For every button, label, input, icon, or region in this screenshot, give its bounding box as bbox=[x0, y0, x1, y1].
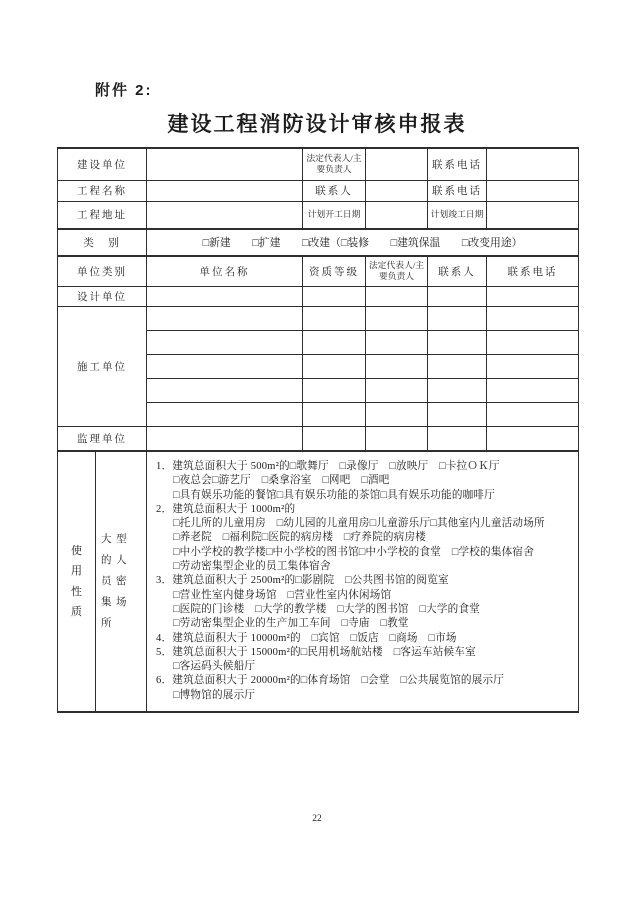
usage-line-item-2d[interactable]: □中小学校的教学楼□中小学校的图书馆□中小学校的食堂 □学校的集体宿舍 bbox=[173, 546, 534, 558]
category-label: 类 别 bbox=[58, 229, 147, 256]
supervision-unit-name-cell[interactable] bbox=[147, 426, 303, 451]
contact-person-value-cell[interactable] bbox=[366, 180, 428, 201]
row-project-address bbox=[58, 201, 579, 229]
planned-completion-date-label: 计划竣工日期 bbox=[428, 201, 487, 229]
construction-unit-phone-cell[interactable] bbox=[487, 354, 579, 378]
supervision-unit-phone-cell[interactable] bbox=[487, 426, 579, 451]
construction-org-label: 建设单位 bbox=[58, 148, 147, 180]
construction-unit-phone-cell[interactable] bbox=[487, 330, 579, 354]
unit-type-header: 单位类别 bbox=[58, 256, 147, 286]
construction-unit-contact-cell[interactable] bbox=[428, 402, 487, 426]
usage-line-item-3d[interactable]: □劳动密集型企业的生产加工车间 □寺庙 □教堂 bbox=[173, 618, 409, 630]
legal-representative-value-cell[interactable] bbox=[366, 148, 428, 180]
row-construction-org bbox=[58, 148, 579, 180]
usage-line-item-2b[interactable]: □托儿所的儿童用房 □幼儿园的儿童用房□儿童游乐厅□其他室内儿童活动场所 bbox=[173, 518, 545, 530]
usage-line-item-4[interactable]: 4．建筑总面积大于 10000m²的 □宾馆 □饭店 □商场 □市场 bbox=[156, 632, 457, 644]
contact-phone-value-cell-2[interactable] bbox=[487, 180, 579, 201]
construction-unit-name-cell[interactable] bbox=[147, 354, 303, 378]
usage-line-item-1c[interactable]: □具有娱乐功能的餐馆□具有娱乐功能的茶馆□具有娱乐功能的咖啡厅 bbox=[173, 489, 496, 501]
planned-completion-date-value-cell[interactable] bbox=[487, 201, 579, 229]
usage-line-item-2[interactable]: 2．建筑总面积大于 1000m²的 bbox=[156, 503, 296, 515]
supervision-unit-contact-cell[interactable] bbox=[428, 426, 487, 451]
construction-unit-representative-cell[interactable] bbox=[366, 306, 428, 330]
design-unit-name-cell[interactable] bbox=[147, 286, 303, 306]
construction-unit-qualification-cell[interactable] bbox=[303, 402, 366, 426]
usage-line-item-6[interactable]: 6．建筑总面积大于 20000m²的□体育场馆 □会堂 □公共展览馆的展示厅 bbox=[156, 675, 505, 687]
row-construction-unit-1 bbox=[58, 306, 579, 330]
construction-unit-contact-cell[interactable] bbox=[428, 330, 487, 354]
usage-line-item-2c[interactable]: □养老院 □福利院□医院的病房楼 □疗养院的病房楼 bbox=[173, 532, 427, 544]
row-usage-nature bbox=[58, 451, 579, 712]
page-number: 22 bbox=[312, 814, 322, 824]
qualification-level-header: 资质等级 bbox=[303, 256, 366, 286]
row-unit-header bbox=[58, 256, 579, 286]
construction-unit-representative-cell[interactable] bbox=[366, 354, 428, 378]
construction-unit-qualification-cell[interactable] bbox=[303, 354, 366, 378]
construction-unit-name-cell[interactable] bbox=[147, 402, 303, 426]
construction-unit-representative-cell[interactable] bbox=[366, 330, 428, 354]
design-unit-qualification-cell[interactable] bbox=[303, 286, 366, 306]
application-form-table bbox=[57, 147, 579, 713]
usage-line-item-2e[interactable]: □劳动密集型企业的员工集体宿舍 bbox=[173, 561, 331, 573]
project-address-value-cell[interactable] bbox=[147, 201, 303, 229]
usage-line-item-3[interactable]: 3．建筑总面积大于 2500m²的□影剧院 □公共图书馆的阅览室 bbox=[156, 575, 449, 587]
crowded-places-cell bbox=[96, 451, 147, 712]
design-unit-phone-cell[interactable] bbox=[487, 286, 579, 306]
usage-line-item-5b[interactable]: □客运码头候船厅 bbox=[173, 661, 256, 673]
contact-phone-value-cell-1[interactable] bbox=[487, 148, 579, 180]
form-title: 建设工程消防设计审核申报表 bbox=[167, 113, 467, 136]
construction-unit-name-cell[interactable] bbox=[147, 378, 303, 402]
project-address-label: 工程地址 bbox=[58, 201, 147, 229]
usage-line-item-6b[interactable]: □博物馆的展示厅 bbox=[173, 689, 256, 701]
crowded-places-label: 大型的人员密集场所 bbox=[101, 534, 131, 629]
construction-unit-qualification-cell[interactable] bbox=[303, 306, 366, 330]
unit-name-header: 单位名称 bbox=[147, 256, 303, 286]
usage-nature-cell bbox=[58, 451, 96, 712]
construction-unit-representative-cell[interactable] bbox=[366, 402, 428, 426]
contact-person-header: 联系人 bbox=[428, 256, 487, 286]
legal-representative-label: 法定代表人/主要负责人 bbox=[303, 148, 366, 180]
contact-phone-header: 联系电话 bbox=[487, 256, 579, 286]
category-options-checkboxes[interactable]: □新建 □扩建 □改建（□装修 □建筑保温 □改变用途） bbox=[147, 229, 579, 256]
project-name-label: 工程名称 bbox=[58, 180, 147, 201]
usage-line-item-3c[interactable]: □医院的门诊楼 □大学的教学楼 □大学的图书馆 □大学的食堂 bbox=[173, 603, 481, 615]
design-unit-representative-cell[interactable] bbox=[366, 286, 428, 306]
usage-nature-label: 使用性质 bbox=[71, 544, 82, 618]
design-unit-label: 设计单位 bbox=[58, 286, 147, 306]
construction-unit-qualification-cell[interactable] bbox=[303, 330, 366, 354]
construction-unit-name-cell[interactable] bbox=[147, 330, 303, 354]
usage-line-item-5[interactable]: 5．建筑总面积大于 15000m²的□民用机场航站楼 □客运车站候车室 bbox=[156, 646, 476, 658]
attachment-label: 附件 2: bbox=[95, 82, 153, 99]
construction-unit-phone-cell[interactable] bbox=[487, 306, 579, 330]
project-name-value-cell[interactable] bbox=[147, 180, 303, 201]
construction-unit-phone-cell[interactable] bbox=[487, 402, 579, 426]
construction-unit-representative-cell[interactable] bbox=[366, 378, 428, 402]
construction-unit-contact-cell[interactable] bbox=[428, 306, 487, 330]
planned-start-date-label: 计划开工日期 bbox=[303, 201, 366, 229]
contact-phone-label-2: 联系电话 bbox=[428, 180, 487, 201]
contact-person-label: 联系人 bbox=[303, 180, 366, 201]
construction-unit-label: 施工单位 bbox=[58, 306, 147, 426]
supervision-unit-qualification-cell[interactable] bbox=[303, 426, 366, 451]
planned-start-date-value-cell[interactable] bbox=[366, 201, 428, 229]
design-unit-contact-cell[interactable] bbox=[428, 286, 487, 306]
construction-unit-phone-cell[interactable] bbox=[487, 378, 579, 402]
construction-org-value-cell[interactable] bbox=[147, 148, 303, 180]
supervision-unit-representative-cell[interactable] bbox=[366, 426, 428, 451]
construction-unit-contact-cell[interactable] bbox=[428, 354, 487, 378]
row-supervision-unit bbox=[58, 426, 579, 451]
row-project-name bbox=[58, 180, 579, 201]
construction-unit-name-cell[interactable] bbox=[147, 306, 303, 330]
contact-phone-label-1: 联系电话 bbox=[428, 148, 487, 180]
legal-representative-header: 法定代表人/主要负责人 bbox=[366, 256, 428, 286]
construction-unit-contact-cell[interactable] bbox=[428, 378, 487, 402]
usage-line-item-3b[interactable]: □营业性室内健身场馆 □营业性室内休闲场馆 bbox=[173, 589, 392, 601]
row-design-unit bbox=[58, 286, 579, 306]
construction-unit-qualification-cell[interactable] bbox=[303, 378, 366, 402]
usage-checkbox-list bbox=[147, 451, 579, 712]
usage-line-item-1[interactable]: 1．建筑总面积大于 500m²的□歌舞厅 □录像厅 □放映厅 □卡拉ＯＫ厅 bbox=[156, 461, 500, 472]
usage-line-item-1b[interactable]: □夜总会□游艺厅 □桑拿浴室 □网吧 □酒吧 bbox=[173, 475, 390, 487]
row-category bbox=[58, 229, 579, 256]
supervision-unit-label: 监理单位 bbox=[58, 426, 147, 451]
